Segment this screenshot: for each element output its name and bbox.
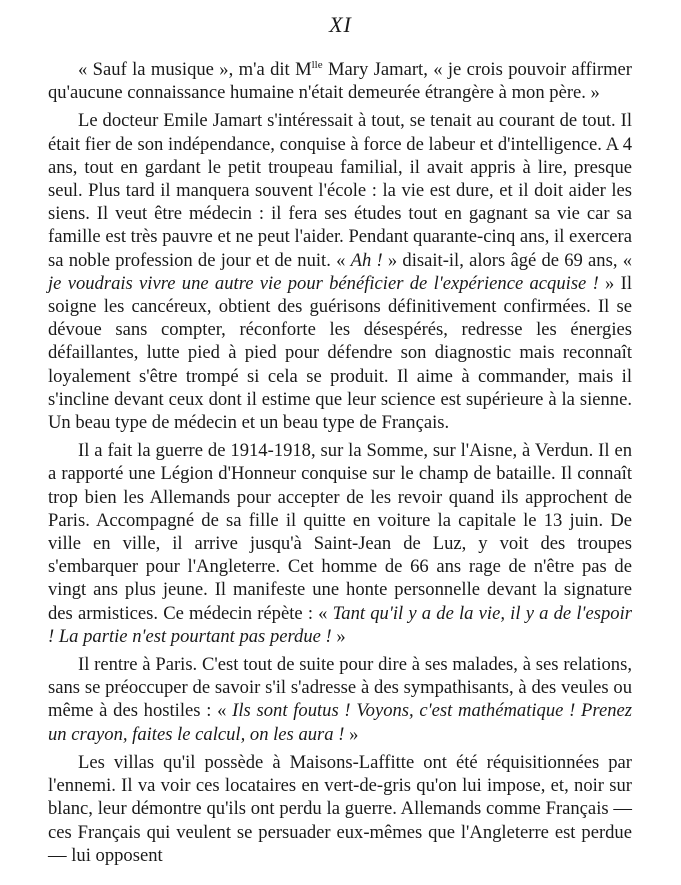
text-run: Il a fait la guerre de 1914-1918, sur la Somme, sur l'Aisne, à Verdun. Il en a rapporté une Légion d'Honneur conquise sur le champ de bataille. Il connaît trop bien les Allemands pour accepter de les revoir quand ils approchent de Paris. Accompagné de sa fille il quitte en voiture la capitale le 13 juin. De ville en ville, il arrive jusqu'à Saint-Jean de Luz, y voit des troupes s'embarquer pour l'Angleterre. Cet homme de 66 ans rage de n'être pas de vingt ans plus jeune. Il manifeste une honte personnelle devant la signature des armistices. Ce médecin répète : « bbox=[48, 440, 632, 624]
page-body bbox=[48, 58, 632, 872]
text-run: Il rentre à Paris. C'est tout de suite pour dire à ses malades, à ses relations, sans se préoccuper de savoir s'il s'adresse à des sympathisants, à des veules ou même à des hostiles : « bbox=[48, 654, 632, 722]
superscript: lle bbox=[311, 58, 323, 71]
italic-quote: je voudrais vivre une autre vie pour bénéficier de l'expérience acquise ! bbox=[48, 272, 599, 294]
paragraph bbox=[48, 58, 632, 104]
text-run: Les villas qu'il possède à Maisons-Laffitte ont été réquisitionnées par l'ennemi. Il va voir ces locataires en vert-de-gris qu'on lui impose, et, noir sur blanc, leur démontre qu'ils ont perdu la guerre. Allemands comme Français — ces Français qui veulent se persuader eux-mêmes que l'Angleterre est perdue — lui opposent bbox=[48, 751, 632, 866]
paragraph bbox=[48, 653, 632, 746]
italic-quote: Ils sont foutus ! Voyons, c'est mathématique ! Prenez un crayon, faites le calcul, on les aura ! bbox=[48, 700, 632, 745]
text-run: » disait-il, alors âgé de 69 ans, « bbox=[382, 249, 633, 271]
text-run: » bbox=[344, 723, 359, 745]
text-run: « Sauf la musique », m'a dit M bbox=[78, 59, 312, 80]
italic-quote: Tant qu'il y a de la vie, il y a de l'espoir ! La partie n'est pourtant pas perdue ! bbox=[48, 602, 632, 647]
text-run: Le docteur Emile Jamart s'intéressait à tout, se tenait au courant de tout. Il était fier de son indépendance, conquise à force de labeur et d'intelligence. A 4 ans, tout en gardant le petit troupeau familial, il avait appris à lire, presque seul. Plus tard il manquera souvent l'école : la vie est dure, et il doit aider les siens. Il veut être médecin : il fera ses études tout en gagnant sa vie car sa famille est très pauvre et ne peut l'aider. Pendant quarante-cinq ans, il exercera sa noble profession de jour et de nuit. « bbox=[48, 110, 632, 271]
text-run: Mary Jamart, « je crois pouvoir affirmer qu'aucune connaissance humaine n'était demeurée étrangère à mon père. » bbox=[48, 59, 632, 104]
paragraph bbox=[48, 751, 632, 867]
text-run: » Il soigne les cancéreux, obtient des guérisons définitivement confirmées. Il se dévoue sans compter, réconforte les désespérés, redresse les énergies défaillantes, lutte pied à pied pour défendre son diagnostic mais reconnaît loyalement s'être trompé si cela se produit. Il aime à commander, mais il s'incline devant ceux dont il estime que leur science est supérieure à la sienne. Un beau type de médecin et un beau type de Français. bbox=[48, 272, 632, 434]
paragraph bbox=[48, 439, 632, 648]
page-number: XI bbox=[329, 12, 352, 37]
paragraph bbox=[48, 109, 632, 434]
italic-quote: Ah ! bbox=[350, 249, 383, 271]
text-run: » bbox=[331, 625, 346, 647]
